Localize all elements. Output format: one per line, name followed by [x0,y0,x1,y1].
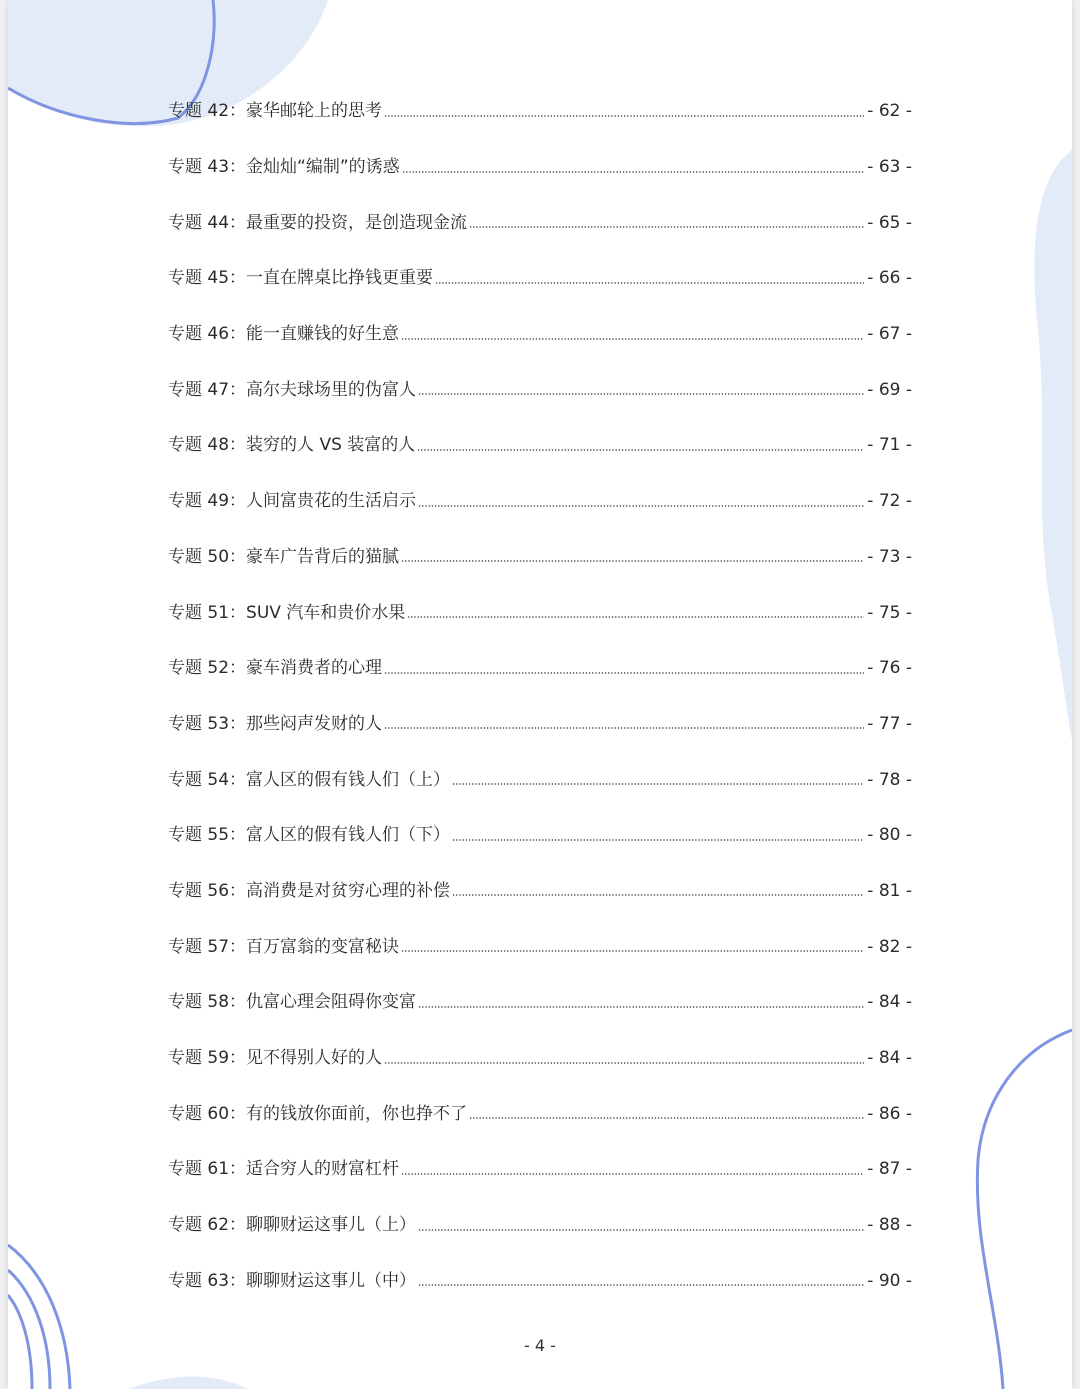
toc-entry[interactable] [168,697,912,753]
toc-entry-title: 专题 54：富人区的假有钱人们（上） [168,769,451,790]
toc-entry-page: - 82 - [867,936,912,957]
toc-entry-page: - 84 - [867,1048,912,1069]
bottom-left-arcs [8,1245,70,1389]
toc-entry[interactable] [168,975,912,1031]
toc-entry-title: 专题 51：SUV 汽车和贵价水果 [168,602,406,623]
dot-leader [418,393,864,395]
toc-entry-title: 专题 47：高尔夫球场里的伪富人 [168,379,417,400]
toc-entry[interactable] [168,195,912,251]
dot-leader [401,1173,864,1175]
toc-entry-page: - 81 - [867,880,912,901]
page-number: - 4 - [524,1336,556,1355]
dot-leader [401,560,864,562]
toc-entry-title: 专题 43：金灿灿“编制”的诱惑 [168,157,400,178]
toc-entry-page: - 78 - [867,769,912,790]
toc-entry-title: 专题 48：装穷的人 VS 装富的人 [168,435,416,456]
toc-entry-title: 专题 63：聊聊财运这事儿（中） [168,1270,417,1291]
toc-entry-page: - 73 - [867,546,912,567]
dot-leader [402,171,865,173]
right-blob [1034,150,1072,740]
toc-entry[interactable] [168,251,912,307]
toc-entry-title: 专题 61：适合穷人的财富杠杆 [168,1159,400,1180]
dot-leader [384,1062,864,1064]
toc-entry[interactable] [168,530,912,586]
dot-leader [435,282,864,284]
toc-entry-page: - 76 - [867,658,912,679]
toc-entry-title: 专题 57：百万富翁的变富秘诀 [168,936,400,957]
toc-entry-page: - 62 - [867,101,912,122]
dot-leader [469,226,864,228]
toc-entry[interactable] [168,1142,912,1198]
toc-entry-title: 专题 52：豪车消费者的心理 [168,658,383,679]
dot-leader [469,1117,864,1119]
toc-entry-title: 专题 56：高消费是对贫穷心理的补偿 [168,880,451,901]
toc-entry-page: - 84 - [867,992,912,1013]
toc-entry[interactable] [168,1253,912,1309]
toc-entry-title: 专题 44：最重要的投资，是创造现金流 [168,212,468,233]
document-page [8,0,1072,1389]
toc-entry[interactable] [168,474,912,530]
toc-entry[interactable] [168,585,912,641]
toc-entry-page: - 88 - [867,1215,912,1236]
toc-entry-page: - 69 - [867,379,912,400]
toc-entry-title: 专题 46：能一直赚钱的好生意 [168,324,400,345]
toc-entry[interactable] [168,864,912,920]
toc-entry-page: - 72 - [867,491,912,512]
bottom-blob [128,1377,248,1389]
dot-leader [418,505,864,507]
dot-leader [418,1284,864,1286]
toc-entry[interactable] [168,919,912,975]
toc-entry[interactable] [168,1198,912,1254]
toc-entry-page: - 86 - [867,1103,912,1124]
toc-entry-page: - 90 - [867,1270,912,1291]
toc-entry-page: - 65 - [867,212,912,233]
dot-leader [384,115,864,117]
toc-entry-title: 专题 49：人间富贵花的生活启示 [168,491,417,512]
dot-leader [452,839,864,841]
toc-entry-title: 专题 60：有的钱放你面前，你也挣不了 [168,1103,468,1124]
dot-leader [401,338,864,340]
toc-entry-page: - 63 - [867,157,912,178]
dot-leader [452,894,864,896]
toc-entry-title: 专题 62：聊聊财运这事儿（上） [168,1215,417,1236]
dot-leader [452,783,864,785]
toc-entry[interactable] [168,752,912,808]
toc-entry-title: 专题 42：豪华邮轮上的思考 [168,101,383,122]
toc-entry-page: - 87 - [867,1159,912,1180]
toc-entry[interactable] [168,418,912,474]
toc-entry[interactable] [168,808,912,864]
toc-entry-page: - 77 - [867,713,912,734]
toc-entry-page: - 71 - [867,435,912,456]
toc-entry-page: - 66 - [867,268,912,289]
dot-leader [384,672,864,674]
toc-entry[interactable] [168,140,912,196]
toc-entry-page: - 80 - [867,825,912,846]
dot-leader [384,727,864,729]
dot-leader [401,950,864,952]
toc-entry-page: - 75 - [867,602,912,623]
toc-entry-title: 专题 53：那些闷声发财的人 [168,713,383,734]
toc-entry[interactable] [168,1031,912,1087]
toc-entry-title: 专题 45：一直在牌桌比挣钱更重要 [168,268,434,289]
toc-entry[interactable] [168,307,912,363]
toc-entry[interactable] [168,362,912,418]
table-of-contents [168,84,912,1309]
toc-entry-title: 专题 58：仇富心理会阻碍你变富 [168,992,417,1013]
dot-leader [407,616,864,618]
dot-leader [418,1229,864,1231]
toc-entry[interactable] [168,84,912,140]
toc-entry[interactable] [168,641,912,697]
toc-entry-title: 专题 55：富人区的假有钱人们（下） [168,825,451,846]
toc-entry-title: 专题 59：见不得别人好的人 [168,1048,383,1069]
toc-entry-title: 专题 50：豪车广告背后的猫腻 [168,546,400,567]
dot-leader [417,449,864,451]
toc-entry-page: - 67 - [867,324,912,345]
toc-entry[interactable] [168,1086,912,1142]
dot-leader [418,1006,864,1008]
